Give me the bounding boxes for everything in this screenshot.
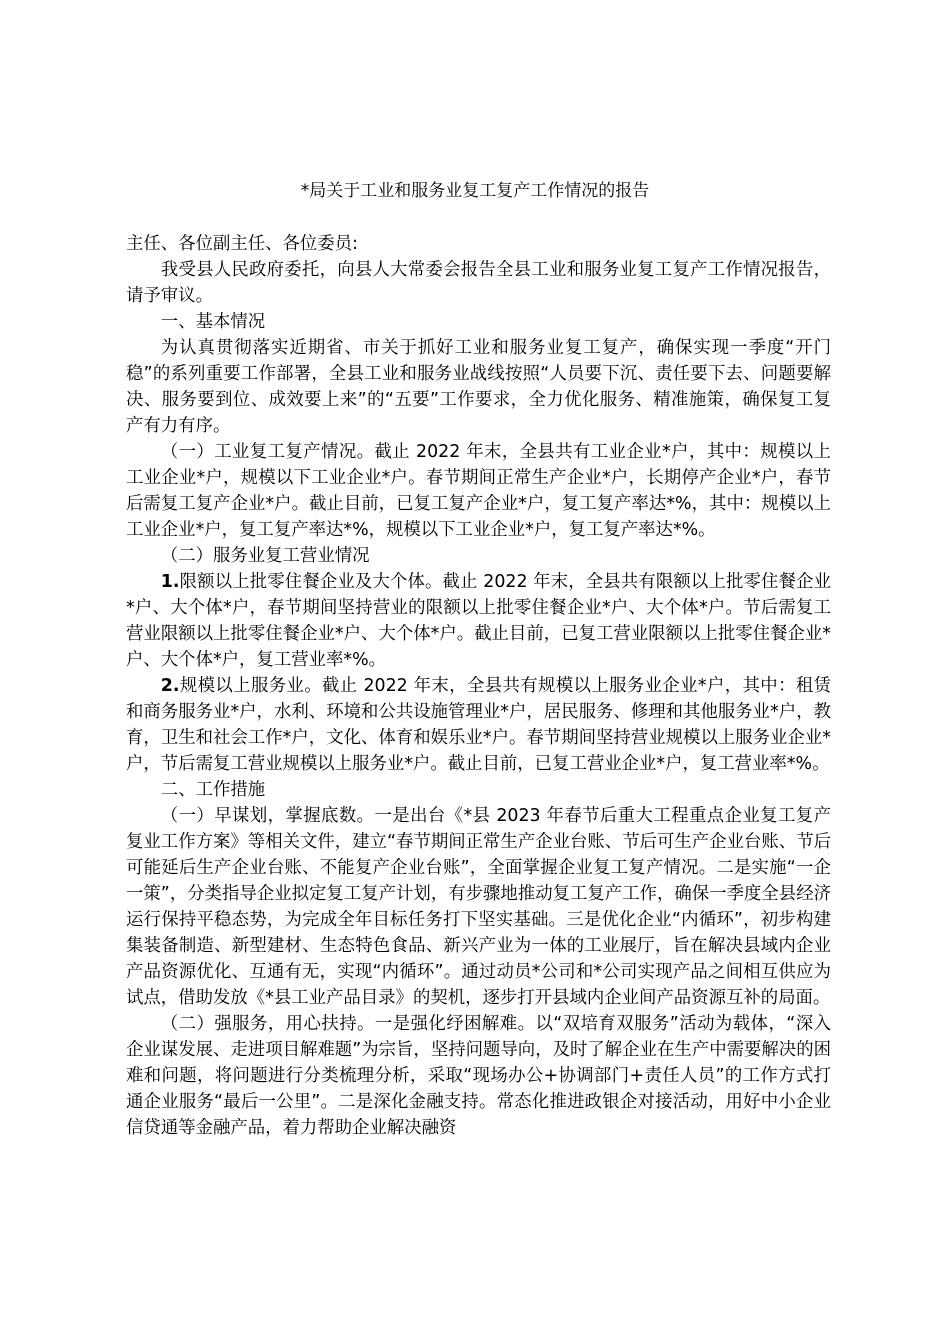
section-heading-basic-situation: 一、基本情况 bbox=[160, 312, 266, 332]
paragraph-strong-service: （二）强服务，用心扶持。一是强化纾困解难。以“双培育双服务”活动为载体，“深入企业谋发展、走进项目解难题”为宗旨，坚持问题导向，及时了解企业在生产中需要解决的困难和问题，将问题进行分类梳理分析，采取“现场办公+协调部门+责任人员”的工作方式打通企业服务“最后一公里”。二是深化金融支持。常态化推进政银企对接活动，用好中小企业信贷通等金融产品，着力帮助企业解决融资 bbox=[126, 1014, 831, 1138]
paragraph-service-industry-text: 规模以上服务业。截止 2022 年末，全县共有规模以上服务业企业*户，其中：租赁和商务服务业*户，水利、环境和公共设施管理业*户，居民服务、修理和其他服务业*户，教育，卫生和社会工作*户，文化、体育和娱乐业*户。春节期间坚持营业规模以上服务业企业*户，节后需复工营业规模以上服务业*户。截止目前，已复工营业企业*户，复工营业率*%。 bbox=[126, 676, 831, 774]
item-number-2: 2. bbox=[160, 676, 180, 696]
paragraph-background: 为认真贯彻落实近期省、市关于抓好工业和服务业复工复产，确保实现一季度“开门稳”的系列重要工作部署，全县工业和服务业战线按照“人员要下沉、责任要下去、问题要解决、服务要到位、成效要上来”的“五要”工作要求，全力优化服务、精准施策，确保复工复产有力有序。 bbox=[126, 338, 831, 436]
subheading-service-resumption: （二）服务业复工营业情况 bbox=[160, 546, 370, 566]
item-number-1: 1. bbox=[160, 572, 180, 592]
paragraph-early-planning: （一）早谋划，掌握底数。一是出台《*县 2023 年春节后重大工程重点企业复工复产复业工作方案》等相关文件，建立“春节期间正常生产企业台账、节后可生产企业台账、节后可能延后生产企业台账、不能复产企业台账”，全面掌握企业复工复产情况。二是实施“一企一策”，分类指导企业拟定复工复产计划，有步骤地推动复工复产工作，确保一季度全县经济运行保持平稳态势，为完成全年目标任务打下坚实基础。三是优化企业“内循环”，初步构建集装备制造、新型建材、生态特色食品、新兴产业为一体的工业展厅，旨在解决县域内企业产品资源优化、互通有无，实现“内循环”。通过动员*公司和*公司实现产品之间相互供应为试点，借助发放《*县工业产品目录》的契机，逐步打开县域内企业间产品资源互补的局面。 bbox=[126, 806, 831, 1008]
paragraph-industry-resumption: （一）工业复工复产情况。截止 2022 年末，全县共有工业企业*户，其中：规模以上工业企业*户，规模以下工业企业*户。春节期间正常生产企业*户，长期停产企业*户，春节后需复工复产企业*户。截止目前，已复工复产企业*户，复工复产率达*%，其中：规模以上工业企业*户，复工复产率达*%，规模以下工业企业*户，复工复产率达*%。 bbox=[126, 442, 831, 540]
document-body bbox=[126, 231, 831, 1141]
paragraph-retail-catering bbox=[126, 569, 831, 673]
section-heading-work-measures: 二、工作措施 bbox=[160, 780, 266, 800]
document-title: *局关于工业和服务业复工复产工作情况的报告 bbox=[300, 181, 650, 201]
paragraph-intro: 我受县人民政府委托，向县人大常委会报告全县工业和服务业复工复产工作情况报告，请予审议。 bbox=[126, 260, 831, 306]
salutation: 主任、各位副主任、各位委员: bbox=[126, 234, 358, 254]
paragraph-retail-catering-text: 限额以上批零住餐企业及大个体。截止 2022 年末，全县共有限额以上批零住餐企业*户、大个体*户，春节期间坚持营业的限额以上批零住餐企业*户、大个体*户。节后需复工营业限额以上批零住餐企业*户、大个体*户。截止目前，已复工营业限额以上批零住餐企业*户、大个体*户，复工营业率*%。 bbox=[126, 572, 831, 670]
paragraph-service-industry bbox=[126, 673, 831, 777]
